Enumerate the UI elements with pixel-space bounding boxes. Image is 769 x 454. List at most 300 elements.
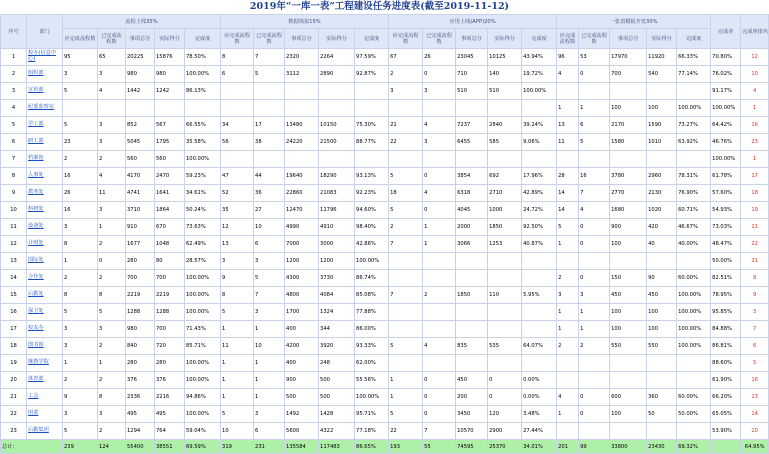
row-dept-link[interactable]: 教务处 — [27, 185, 63, 202]
row-cell: 1850 — [488, 219, 522, 236]
row-cell: 16 — [63, 168, 98, 185]
row-rank: 10 — [741, 66, 769, 83]
row-cell: 1 — [557, 100, 579, 117]
row-rank: 14 — [741, 406, 769, 423]
row-cell: 1 — [557, 236, 579, 253]
row-cell — [610, 423, 647, 440]
row-cell: 5 — [389, 168, 423, 185]
row-cell: 980 — [126, 321, 155, 338]
total-cell: 135584 — [285, 440, 319, 454]
row-seq: 2 — [1, 66, 27, 83]
row-cell: 7 — [389, 236, 423, 253]
row-cell: 450 — [456, 372, 488, 389]
row-cell: 19640 — [285, 168, 319, 185]
row-cell — [389, 355, 423, 372]
row-cell: 1000 — [488, 202, 522, 219]
row-cell: 3 — [579, 287, 610, 304]
table-row — [1, 185, 769, 202]
row-seq: 23 — [1, 423, 27, 440]
table-row — [1, 134, 769, 151]
row-cell: 4741 — [126, 185, 155, 202]
row-cell: 23 — [63, 134, 98, 151]
row-cell: 85.71% — [185, 338, 221, 355]
row-dept-link[interactable]: 国际处 — [27, 253, 63, 270]
row-cell: 86.74% — [355, 270, 389, 287]
row-seq: 22 — [1, 406, 27, 423]
row-rank: 5 — [741, 355, 769, 372]
table-row — [1, 338, 769, 355]
row-cell — [677, 423, 711, 440]
row-cell: 1020 — [647, 202, 677, 219]
row-cell: 75.30% — [355, 117, 389, 134]
row-cell: 77.14% — [677, 66, 711, 83]
row-completion-rate: 57.60% — [711, 185, 741, 202]
row-dept-link[interactable]: 研工部 — [27, 134, 63, 151]
row-rank: 16 — [741, 117, 769, 134]
row-cell: 710 — [456, 66, 488, 83]
row-cell — [488, 151, 522, 168]
row-rank: 12 — [741, 49, 769, 66]
row-cell: 17 — [254, 117, 285, 134]
row-cell — [423, 100, 456, 117]
row-cell: 1492 — [285, 406, 319, 423]
row-dept-link[interactable]: 后勤处 — [27, 287, 63, 304]
row-cell: 2 — [557, 338, 579, 355]
row-cell: 1324 — [319, 304, 355, 321]
row-cell: 3780 — [610, 168, 647, 185]
row-cell: 1242 — [155, 83, 185, 100]
row-completion-rate: 91.17% — [711, 83, 741, 100]
row-cell: 1 — [254, 372, 285, 389]
row-cell: 100.00% — [185, 372, 221, 389]
row-cell: 17970 — [610, 49, 647, 66]
row-cell: 24220 — [285, 134, 319, 151]
row-cell — [647, 355, 677, 372]
row-cell — [63, 100, 98, 117]
row-cell: 4 — [579, 202, 610, 219]
row-cell — [488, 304, 522, 321]
row-dept-link[interactable]: 档案馆 — [27, 151, 63, 168]
row-cell — [456, 151, 488, 168]
row-dept-link[interactable]: 组织部 — [27, 66, 63, 83]
row-cell: 7 — [254, 287, 285, 304]
row-cell: 0 — [488, 372, 522, 389]
row-cell: 94.60% — [355, 202, 389, 219]
row-cell: 95 — [63, 49, 98, 66]
row-cell: 1641 — [155, 185, 185, 202]
row-cell: 376 — [126, 372, 155, 389]
row-cell — [522, 151, 557, 168]
row-cell: 100.00% — [185, 355, 221, 372]
row-cell: 1 — [579, 321, 610, 338]
row-completion-rate: 64.42% — [711, 117, 741, 134]
row-cell: 44 — [254, 168, 285, 185]
row-cell — [557, 423, 579, 440]
row-cell: 0 — [579, 66, 610, 83]
row-cell: 4084 — [319, 287, 355, 304]
row-cell: 0 — [579, 219, 610, 236]
row-cell: 38 — [254, 134, 285, 151]
row-cell: 10 — [254, 219, 285, 236]
row-cell: 10 — [254, 338, 285, 355]
row-cell: 720 — [155, 338, 185, 355]
row-cell: 2960 — [647, 168, 677, 185]
row-cell: 2320 — [285, 49, 319, 66]
row-cell: 2 — [98, 151, 126, 168]
row-cell — [285, 100, 319, 117]
row-cell: 2336 — [126, 389, 155, 406]
row-cell: 39.24% — [522, 117, 557, 134]
row-dept-link[interactable]: 宣传部 — [27, 83, 63, 100]
header-sub-3-2: 事项总分 — [610, 29, 647, 49]
row-cell: 0 — [423, 389, 456, 406]
row-cell: 5 — [63, 83, 98, 100]
total-row — [1, 440, 769, 454]
row-cell: 1700 — [285, 304, 319, 321]
row-cell: 80 — [155, 253, 185, 270]
row-cell: 100.00% — [185, 287, 221, 304]
row-cell: 4 — [423, 338, 456, 355]
total-cell: 239 — [63, 440, 98, 454]
row-cell: 500 — [319, 389, 355, 406]
header-row-groups — [1, 15, 769, 29]
row-seq: 20 — [1, 372, 27, 389]
row-cell — [557, 253, 579, 270]
row-rank: 17 — [741, 168, 769, 185]
row-completion-rate: 84.88% — [711, 321, 741, 338]
row-cell: 248 — [319, 355, 355, 372]
header-sub-0-0: 应完成流程数 — [63, 29, 98, 49]
row-cell: 53 — [579, 49, 610, 66]
row-cell: 73.27% — [677, 117, 711, 134]
row-cell — [355, 151, 389, 168]
row-cell: 6 — [254, 236, 285, 253]
row-cell: 22 — [389, 423, 423, 440]
row-cell: 100.00% — [355, 389, 389, 406]
row-cell: 21 — [389, 117, 423, 134]
row-cell: 0.00% — [522, 389, 557, 406]
row-cell: 100.00% — [677, 287, 711, 304]
row-cell: 3 — [98, 202, 126, 219]
row-cell: 34 — [221, 117, 254, 134]
row-dept-link[interactable]: 科研处 — [27, 202, 63, 219]
row-cell: 400 — [285, 321, 319, 338]
row-completion-rate: 88.60% — [711, 355, 741, 372]
row-cell: 360 — [647, 389, 677, 406]
row-cell: 1 — [254, 389, 285, 406]
row-cell: 5 — [389, 338, 423, 355]
row-cell: 3 — [98, 117, 126, 134]
row-cell — [488, 270, 522, 287]
row-cell — [456, 253, 488, 270]
header-sub-2-2: 事项总分 — [456, 29, 488, 49]
row-cell: 4990 — [285, 219, 319, 236]
row-cell: 17.96% — [522, 168, 557, 185]
row-cell: 692 — [488, 168, 522, 185]
row-completion-rate: 46.76% — [711, 134, 741, 151]
row-cell — [185, 100, 221, 117]
row-cell: 5600 — [285, 423, 319, 440]
row-seq: 14 — [1, 270, 27, 287]
row-seq: 15 — [1, 287, 27, 304]
row-cell: 600 — [610, 389, 647, 406]
total-cell: 86.65% — [355, 440, 389, 454]
row-cell: 100 — [610, 321, 647, 338]
row-cell: 100.00% — [185, 66, 221, 83]
row-cell: 700 — [155, 270, 185, 287]
row-cell: 1677 — [126, 236, 155, 253]
header-group-data: 数据填报15% — [221, 15, 389, 29]
row-dept-link[interactable]: 保卫处 — [27, 304, 63, 321]
row-cell: 5 — [389, 406, 423, 423]
row-cell — [456, 100, 488, 117]
row-cell: 1 — [579, 304, 610, 321]
row-cell: 76.90% — [677, 185, 711, 202]
row-dept-link[interactable]: 校办(信息中心) — [27, 49, 63, 66]
row-cell: 97.59% — [355, 49, 389, 66]
row-dept-link[interactable]: 后勤集团 — [27, 423, 63, 440]
row-cell: 5045 — [126, 134, 155, 151]
row-seq: 1 — [1, 49, 27, 66]
header-sub-2-1: 已完成流程数 — [423, 29, 456, 49]
row-cell: 4045 — [456, 202, 488, 219]
row-cell: 92.87% — [355, 66, 389, 83]
header-seq: 序号 — [1, 15, 27, 49]
row-cell: 0 — [579, 236, 610, 253]
row-cell: 280 — [155, 355, 185, 372]
row-cell: 3.48% — [522, 406, 557, 423]
row-dept-link[interactable]: 纪委监察室 — [27, 100, 63, 117]
row-cell: 1 — [389, 372, 423, 389]
row-cell: 18 — [389, 185, 423, 202]
row-cell: 100 — [647, 100, 677, 117]
row-cell: 26 — [63, 185, 98, 202]
row-dept-link[interactable]: 继教学院 — [27, 355, 63, 372]
row-cell: 450 — [610, 287, 647, 304]
row-cell: 7 — [579, 185, 610, 202]
row-dept-link[interactable]: 图书馆 — [27, 338, 63, 355]
row-cell: 550 — [647, 338, 677, 355]
row-cell: 2130 — [647, 185, 677, 202]
table-row — [1, 355, 769, 372]
row-cell: 77.18% — [355, 423, 389, 440]
row-cell: 2 — [98, 236, 126, 253]
row-seq: 9 — [1, 185, 27, 202]
row-cell: 0 — [423, 406, 456, 423]
row-completion-rate: 50.00% — [711, 253, 741, 270]
row-cell: 100 — [610, 100, 647, 117]
row-cell: 86.13% — [185, 83, 221, 100]
row-cell: 8 — [221, 49, 254, 66]
row-seq: 6 — [1, 134, 27, 151]
header-sub-1-3: 实际得分 — [319, 29, 355, 49]
row-dept-link[interactable]: 工会 — [27, 389, 63, 406]
row-cell: 3854 — [456, 168, 488, 185]
row-cell: 5 — [389, 202, 423, 219]
row-cell: 3 — [254, 253, 285, 270]
row-cell: 3 — [389, 83, 423, 100]
row-cell: 34.61% — [185, 185, 221, 202]
header-sub-2-0: 应完成流程数 — [389, 29, 423, 49]
row-cell: 1 — [254, 355, 285, 372]
row-cell: 100.00% — [677, 304, 711, 321]
table-row — [1, 372, 769, 389]
row-cell: 510 — [488, 83, 522, 100]
row-dept-link[interactable]: 计财处 — [27, 236, 63, 253]
row-cell: 60.00% — [677, 389, 711, 406]
row-cell: 100.00% — [185, 151, 221, 168]
header-sub-3-3: 实际得分 — [647, 29, 677, 49]
header-sub-1-4: 完成度 — [355, 29, 389, 49]
row-dept-link[interactable]: 团委 — [27, 406, 63, 423]
row-dept-link[interactable]: 校友办 — [27, 321, 63, 338]
row-cell — [522, 304, 557, 321]
row-cell: 8 — [98, 389, 126, 406]
row-cell: 9.06% — [522, 134, 557, 151]
row-dept-link[interactable]: 体育部 — [27, 372, 63, 389]
row-cell — [610, 151, 647, 168]
header-sub-2-3: 实际得分 — [488, 29, 522, 49]
total-cell: 193 — [389, 440, 423, 454]
row-dept-link[interactable]: 人事处 — [27, 168, 63, 185]
row-cell — [355, 83, 389, 100]
row-cell: 23045 — [456, 49, 488, 66]
table-row — [1, 117, 769, 134]
row-completion-rate: 100.00% — [711, 151, 741, 168]
header-sub-1-2: 事项总分 — [285, 29, 319, 49]
row-dept-link[interactable]: 设备处 — [27, 219, 63, 236]
row-cell: 94.86% — [185, 389, 221, 406]
row-cell: 100.00% — [185, 406, 221, 423]
row-cell: 28 — [557, 168, 579, 185]
row-cell: 450 — [647, 287, 677, 304]
row-cell: 46.67% — [677, 219, 711, 236]
row-cell: 7 — [423, 423, 456, 440]
row-rank: 3 — [741, 304, 769, 321]
row-cell: 1048 — [155, 236, 185, 253]
row-cell: 2219 — [126, 287, 155, 304]
row-cell: 1 — [389, 389, 423, 406]
row-completion-rate: 78.95% — [711, 287, 741, 304]
row-completion-rate: 86.81% — [711, 338, 741, 355]
row-cell: 980 — [126, 66, 155, 83]
table-row — [1, 287, 769, 304]
row-cell: 3 — [98, 321, 126, 338]
row-cell: 4 — [423, 117, 456, 134]
row-cell: 96 — [557, 49, 579, 66]
row-cell: 2470 — [155, 168, 185, 185]
row-cell — [677, 355, 711, 372]
row-cell: 22860 — [285, 185, 319, 202]
row-cell: 55.56% — [355, 372, 389, 389]
row-cell: 2 — [98, 372, 126, 389]
row-completion-rate: 54.93% — [711, 202, 741, 219]
row-cell: 10125 — [488, 49, 522, 66]
row-cell: 11920 — [647, 49, 677, 66]
row-cell: 0 — [423, 168, 456, 185]
row-dept-link[interactable]: 学工部 — [27, 117, 63, 134]
table-row — [1, 83, 769, 100]
row-cell: 1200 — [319, 253, 355, 270]
row-cell: 71.43% — [185, 321, 221, 338]
row-cell: 19.72% — [522, 66, 557, 83]
table-row — [1, 321, 769, 338]
row-cell: 62.49% — [185, 236, 221, 253]
row-cell — [389, 253, 423, 270]
header-sub-1-0: 应完成流程数 — [221, 29, 254, 49]
row-seq: 7 — [1, 151, 27, 168]
row-seq: 8 — [1, 168, 27, 185]
row-completion-rate: 66.20% — [711, 389, 741, 406]
row-cell: 4200 — [285, 338, 319, 355]
row-cell: 1580 — [610, 134, 647, 151]
row-cell — [610, 83, 647, 100]
row-cell: 10150 — [319, 117, 355, 134]
row-cell: 344 — [319, 321, 355, 338]
header-sub-3-1: 已完成流程数 — [579, 29, 610, 49]
row-cell — [557, 372, 579, 389]
row-cell: 1 — [63, 253, 98, 270]
table-row — [1, 423, 769, 440]
row-cell: 5.95% — [522, 287, 557, 304]
row-cell: 3 — [254, 406, 285, 423]
total-cell: 99 — [579, 440, 610, 454]
row-completion-rate: 73.03% — [711, 219, 741, 236]
row-dept-link[interactable]: 合作处 — [27, 270, 63, 287]
header-dept: 部门 — [27, 15, 63, 49]
row-cell: 42.86% — [355, 236, 389, 253]
row-cell: 40 — [647, 236, 677, 253]
row-cell: 0 — [423, 66, 456, 83]
row-cell: 2 — [98, 423, 126, 440]
row-cell: 3000 — [319, 236, 355, 253]
row-cell: 0 — [98, 253, 126, 270]
row-cell — [98, 100, 126, 117]
row-cell: 2 — [98, 338, 126, 355]
row-cell — [456, 304, 488, 321]
row-cell — [677, 253, 711, 270]
row-cell: 28.57% — [185, 253, 221, 270]
row-cell: 5 — [221, 406, 254, 423]
row-cell: 376 — [155, 372, 185, 389]
row-cell: 6 — [579, 117, 610, 134]
row-cell: 62.00% — [355, 355, 389, 372]
table-row — [1, 389, 769, 406]
row-completion-rate: 48.47% — [711, 236, 741, 253]
row-cell: 1200 — [285, 253, 319, 270]
row-cell: 77.88% — [355, 304, 389, 321]
row-cell: 6 — [254, 423, 285, 440]
row-cell: 100.00% — [677, 321, 711, 338]
row-cell: 1 — [98, 219, 126, 236]
row-cell: 100 — [647, 321, 677, 338]
row-cell: 670 — [155, 219, 185, 236]
header-sub-0-4: 完成度 — [185, 29, 221, 49]
table-row — [1, 236, 769, 253]
row-cell: 2170 — [610, 117, 647, 134]
row-cell — [647, 253, 677, 270]
row-cell: 5 — [254, 66, 285, 83]
row-cell: 35 — [221, 202, 254, 219]
row-cell: 0.00% — [522, 372, 557, 389]
row-cell: 585 — [488, 134, 522, 151]
header-group-process: 流程上线35% — [63, 15, 221, 29]
row-cell: 2 — [423, 287, 456, 304]
row-cell: 1 — [221, 389, 254, 406]
table-row — [1, 100, 769, 117]
total-cell: 69.32% — [677, 440, 711, 454]
row-cell: 26 — [423, 49, 456, 66]
